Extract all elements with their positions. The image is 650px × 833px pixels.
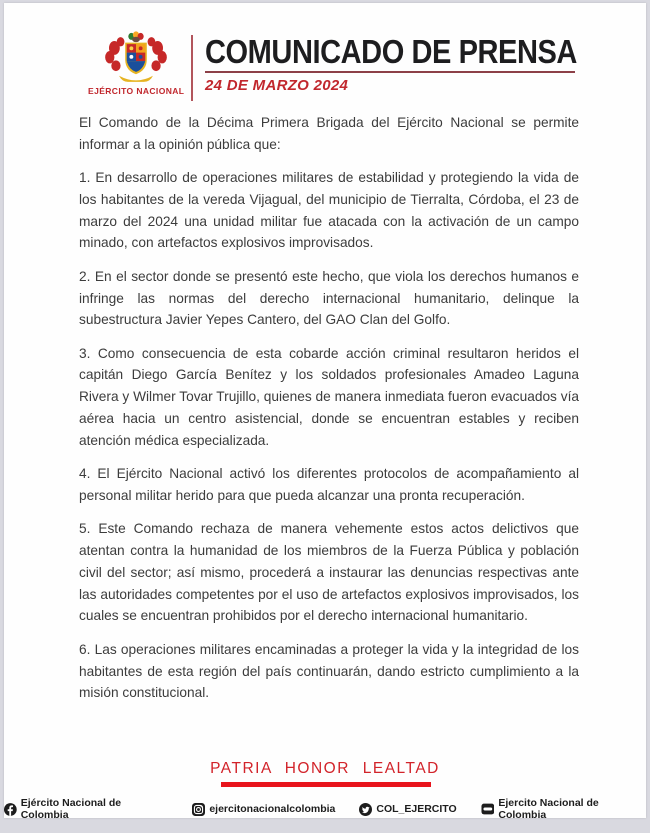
army-crest-icon xyxy=(97,31,175,85)
press-release-page xyxy=(4,3,646,821)
army-logo xyxy=(88,31,183,96)
youtube-icon xyxy=(481,803,495,815)
press-paragraph-5: 5. Este Comando rechaza de manera vehemente estos actos delictivos que atentan contra la humanidad de los miembros de la Fuerza Pública y población civil del sector; así mismo, procederá a instaurar las denuncias respectivas ante las autoridades competentes por el uso de artefactos explosivos improvisados, los cuales se encuentran prohibidos por el derecho internacional humanitario. xyxy=(79,521,579,624)
social-bar xyxy=(4,797,646,821)
social-item-facebook xyxy=(4,797,168,821)
social-item-twitter xyxy=(359,803,456,816)
instagram-icon xyxy=(192,803,205,816)
header-divider xyxy=(191,35,193,101)
twitter-icon xyxy=(359,803,372,816)
motto-underline-bar xyxy=(221,782,431,787)
press-paragraph-2: 2. En el sector donde se presentó este hecho, que viola los derechos humanos e infringe las normas del derecho internacional humanitario, delinque la subestructura Javier Yepes Cantero, del GAO Clan del Golfo. xyxy=(79,268,579,328)
social-label-twitter: COL_EJERCITO xyxy=(376,803,457,815)
social-label-instagram: ejercitonacionalcolombia xyxy=(209,803,336,815)
motto: PATRIA HONOR LEALTAD xyxy=(210,760,440,777)
social-item-youtube xyxy=(481,797,646,821)
header xyxy=(4,3,646,113)
brand-label: EJÉRCITO NACIONAL xyxy=(88,86,185,96)
title-block xyxy=(205,34,605,94)
title-underline xyxy=(205,71,575,73)
page-title: COMUNICADO DE PRENSA xyxy=(205,33,577,70)
press-body xyxy=(79,112,579,716)
facebook-icon xyxy=(4,803,17,816)
press-paragraph-4: 4. El Ejército Nacional activó los diferentes protocolos de acompañamiento al personal militar herido para que pueda alcanzar una pronta recuperación. xyxy=(79,466,579,503)
press-paragraph-6: 6. Las operaciones militares encaminadas a proteger la vida y la integridad de los habitantes de esta región del país continuarán, dando estricto cumplimiento a la misión constitucional. xyxy=(79,641,579,701)
social-label-facebook: Ejército Nacional de Colombia xyxy=(20,797,122,821)
social-label-youtube: Ejercito Nacional de Colombia xyxy=(498,797,599,821)
press-paragraph-intro: El Comando de la Décima Primera Brigada del Ejército Nacional se permite informar a la opinión pública que: xyxy=(79,115,579,152)
press-paragraph-3: 3. Como consecuencia de esta cobarde acción criminal resultaron heridos el capitán Diego García Benítez y los soldados profesionales Amadeo Laguna Rivera y Wilmer Tovar Trujillo, quienes de manera inmediata fueron evacuados vía aérea hacia un centro asistencial, donde se encuentran estables y reciben atención médica especializada. xyxy=(79,345,579,448)
press-date: 24 DE MARZO 2024 xyxy=(205,77,349,94)
press-paragraph-1: 1. En desarrollo de operaciones militares de estabilidad y protegiendo la vida de los habitantes de la vereda Vijagual, del municipio de Tierralta, Córdoba, el 23 de marzo del 2024 una unidad militar fue atacada con la activación de un campo minado, con artefactos explosivos improvisados. xyxy=(79,170,579,251)
social-item-instagram xyxy=(192,803,335,816)
